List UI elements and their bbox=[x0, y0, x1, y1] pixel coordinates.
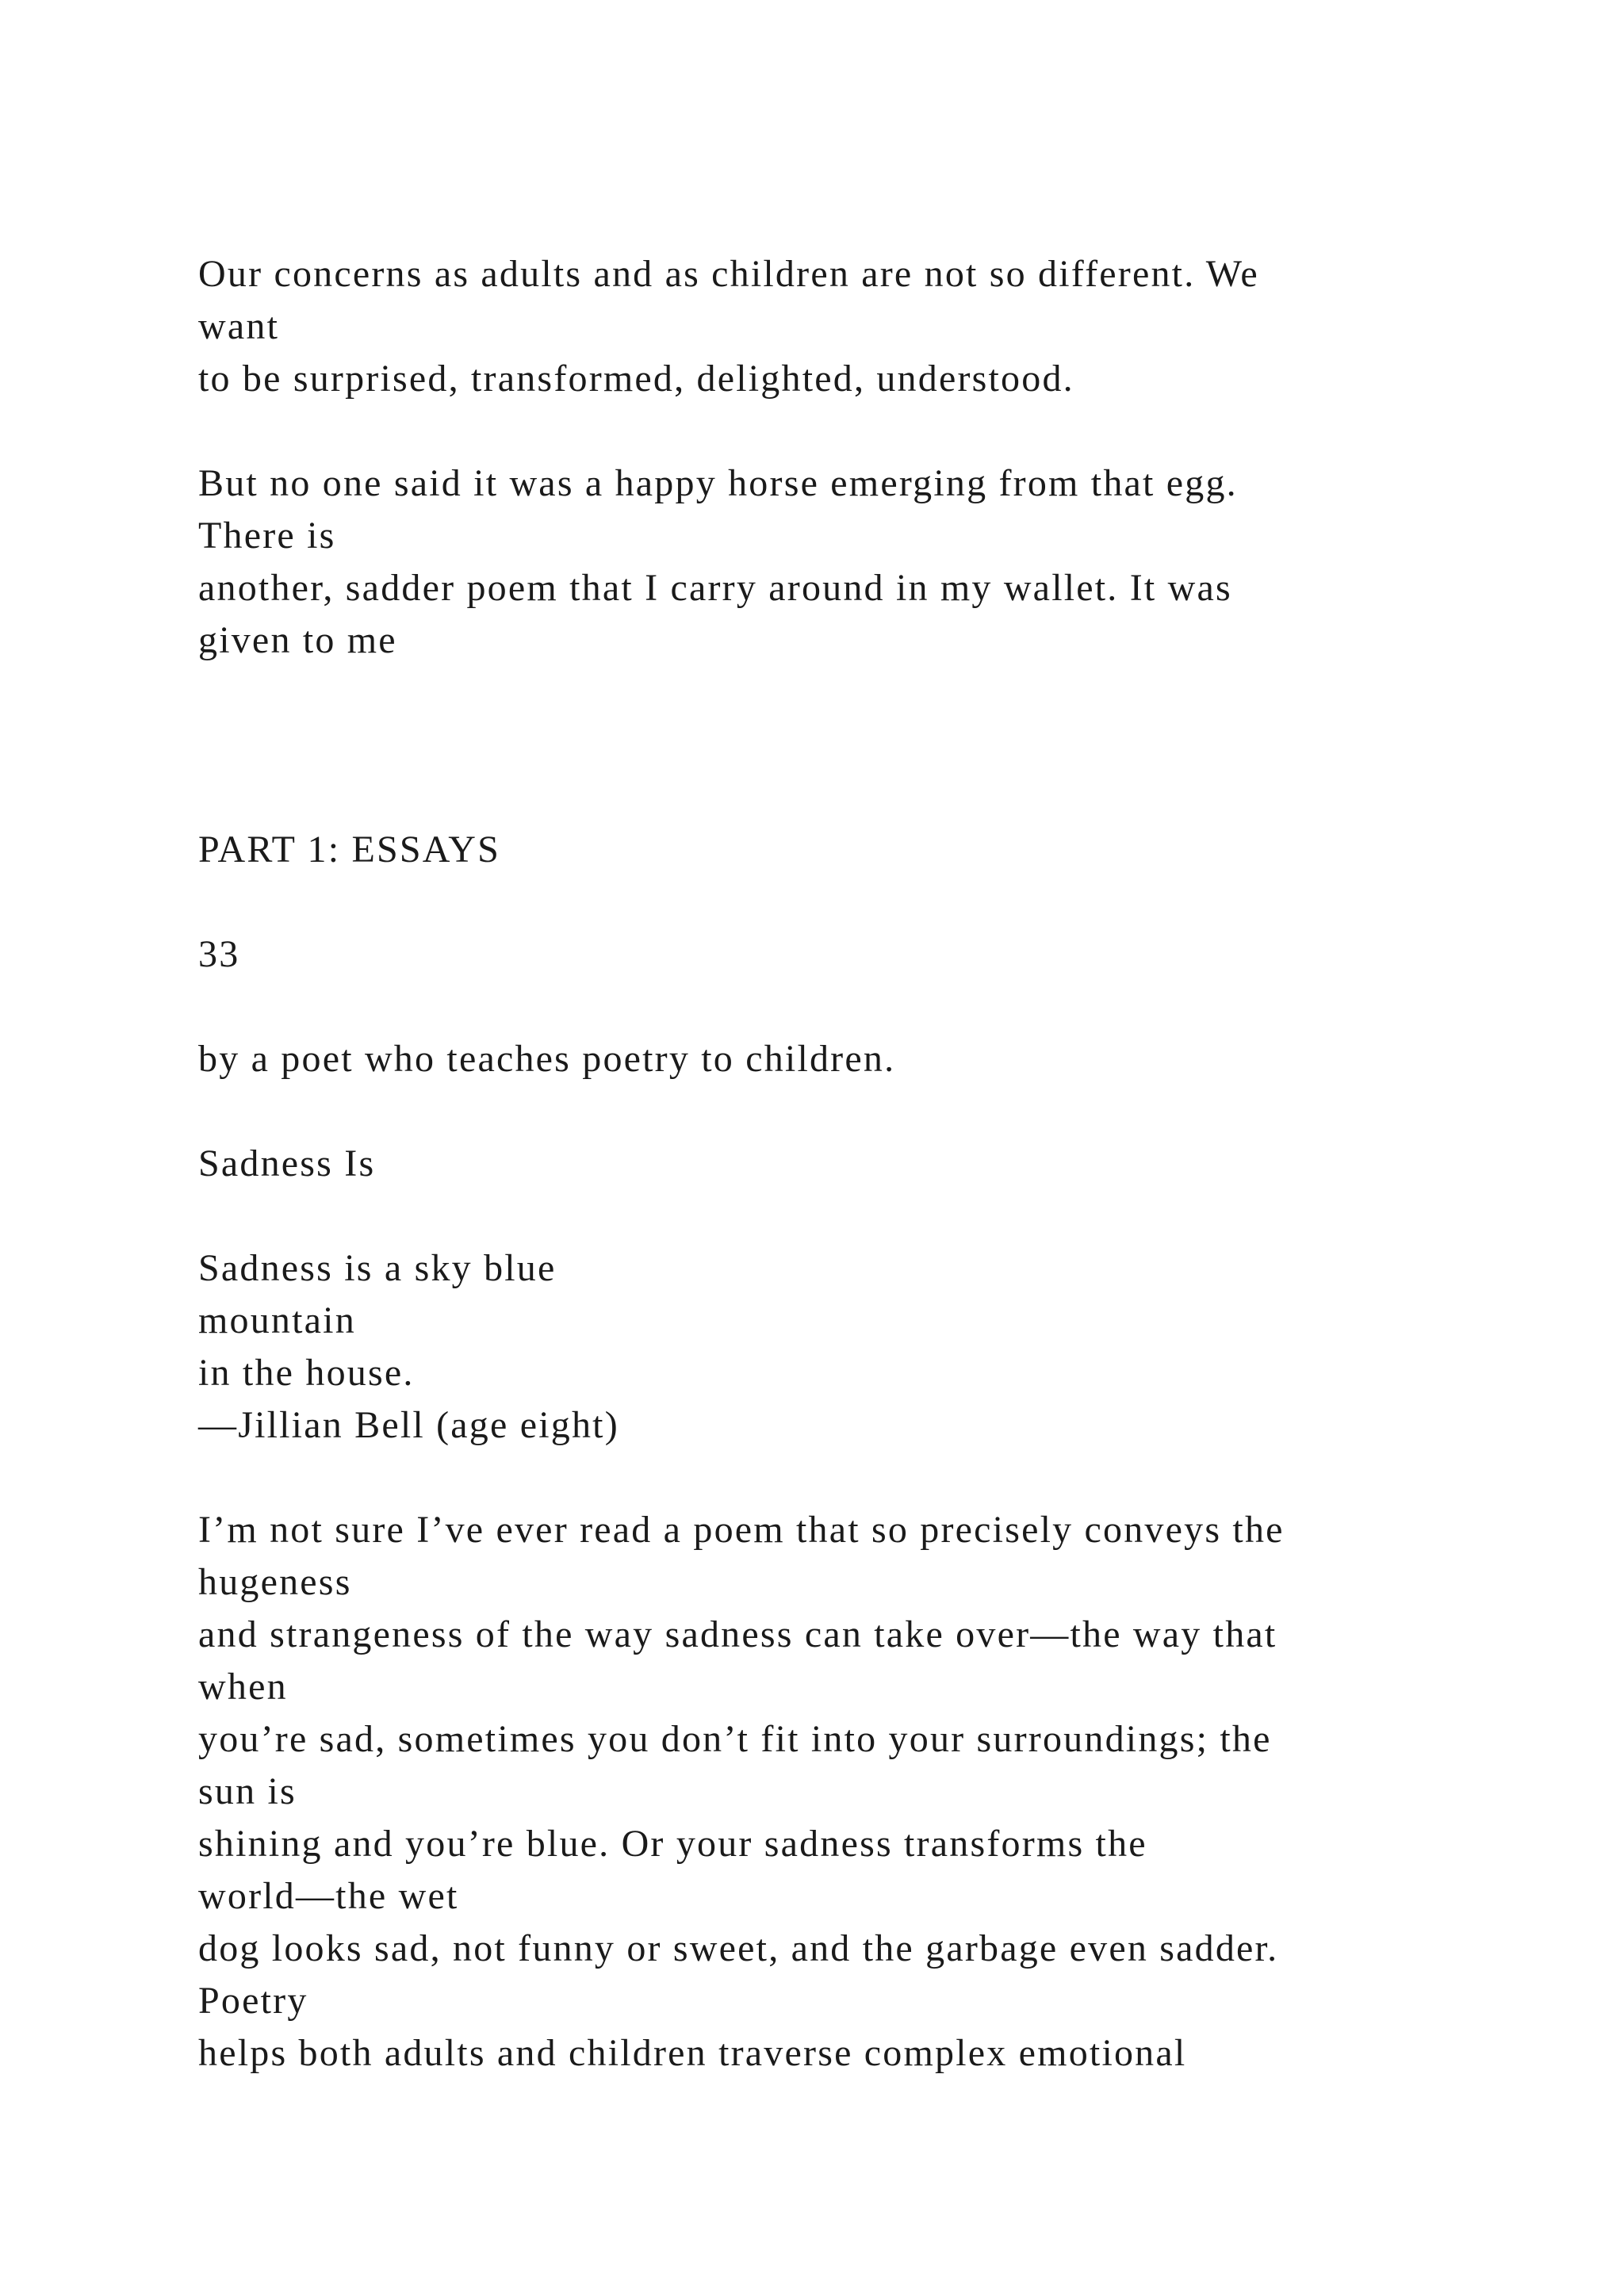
poem-line: mountain bbox=[198, 1299, 356, 1341]
poem-line: in the house. bbox=[198, 1352, 415, 1394]
text-line: given to me bbox=[198, 619, 397, 661]
text-line: by a poet who teaches poetry to children. bbox=[198, 1038, 896, 1080]
text-line: you’re sad, sometimes you don’t fit into your surroundings; the bbox=[198, 1718, 1272, 1760]
poem-attribution: —Jillian Bell (age eight) bbox=[198, 1404, 619, 1446]
text-line: dog looks sad, not funny or sweet, and the garbage even sadder. bbox=[198, 1927, 1279, 1969]
text-line: There is bbox=[198, 515, 336, 557]
page-number: 33 bbox=[198, 933, 240, 975]
text-line: and strangeness of the way sadness can take over—the way that bbox=[198, 1613, 1277, 1655]
poem-title: Sadness Is bbox=[198, 1142, 376, 1184]
text-line: But no one said it was a happy horse emerging from that egg. bbox=[198, 462, 1238, 504]
text-line: another, sadder poem that I carry around in my wallet. It was bbox=[198, 567, 1232, 609]
text-line: world—the wet bbox=[198, 1875, 459, 1917]
text-line: to be surprised, transformed, delighted, understood. bbox=[198, 358, 1074, 400]
text-line: sun is bbox=[198, 1770, 297, 1812]
text-line: Poetry bbox=[198, 1980, 308, 2022]
running-header: PART 1: ESSAYS bbox=[198, 828, 501, 871]
text-line: when bbox=[198, 1666, 288, 1708]
poem-line: Sadness is a sky blue bbox=[198, 1247, 557, 1289]
text-line: I’m not sure I’ve ever read a poem that so precisely conveys the bbox=[198, 1509, 1285, 1551]
text-line: shining and you’re blue. Or your sadness transforms the bbox=[198, 1823, 1147, 1865]
text-line: hugeness bbox=[198, 1561, 352, 1603]
text-line: Our concerns as adults and as children are not so different. We bbox=[198, 253, 1259, 295]
text-line: helps both adults and children traverse complex emotional bbox=[198, 2032, 1187, 2074]
text-line: want bbox=[198, 305, 280, 347]
